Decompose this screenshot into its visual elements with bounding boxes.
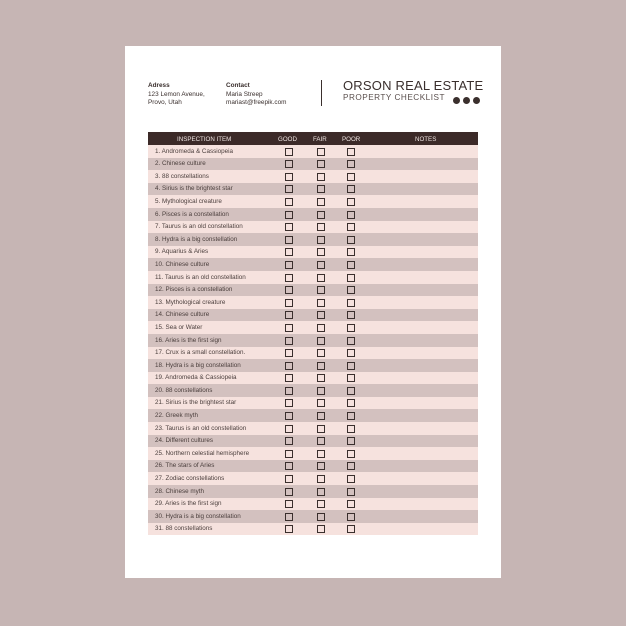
dot-icon: [463, 97, 470, 104]
inspection-item-label: 4. Sirius is the brightest star: [155, 185, 233, 193]
good-checkbox[interactable]: [285, 337, 293, 345]
inspection-item-label: 5. Mythological creature: [155, 197, 222, 205]
good-checkbox[interactable]: [285, 236, 293, 244]
inspection-item-label: 17. Crux is a small constellation.: [155, 349, 246, 357]
fair-checkbox[interactable]: [317, 311, 325, 319]
table-row: [148, 145, 478, 158]
fair-checkbox[interactable]: [317, 525, 325, 533]
inspection-item-label: 12. Pisces is a constellation: [155, 286, 233, 294]
poor-checkbox[interactable]: [347, 374, 355, 382]
fair-checkbox[interactable]: [317, 374, 325, 382]
poor-checkbox[interactable]: [347, 412, 355, 420]
header-divider: [321, 80, 322, 106]
fair-checkbox[interactable]: [317, 160, 325, 168]
address-line-2: Provo, Utah: [148, 99, 182, 107]
fair-checkbox[interactable]: [317, 488, 325, 496]
good-checkbox[interactable]: [285, 148, 293, 156]
inspection-item-label: 31. 88 constellations: [155, 525, 213, 533]
good-checkbox[interactable]: [285, 198, 293, 206]
column-header-fair: FAIR: [313, 135, 327, 143]
good-checkbox[interactable]: [285, 500, 293, 508]
good-checkbox[interactable]: [285, 374, 293, 382]
poor-checkbox[interactable]: [347, 425, 355, 433]
table-row: [148, 510, 478, 523]
inspection-item-label: 7. Taurus is an old constellation: [155, 223, 243, 231]
fair-checkbox[interactable]: [317, 324, 325, 332]
table-row: [148, 472, 478, 485]
inspection-item-label: 19. Andromeda & Cassiopeia: [155, 374, 237, 382]
inspection-item-label: 28. Chinese myth: [155, 487, 205, 495]
table-row: [148, 258, 478, 271]
fair-checkbox[interactable]: [317, 286, 325, 294]
inspection-item-label: 18. Hydra is a big constellation: [155, 361, 241, 369]
good-checkbox[interactable]: [285, 488, 293, 496]
poor-checkbox[interactable]: [347, 286, 355, 294]
fair-checkbox[interactable]: [317, 425, 325, 433]
good-checkbox[interactable]: [285, 286, 293, 294]
table-row: [148, 359, 478, 372]
good-checkbox[interactable]: [285, 248, 293, 256]
table-row: [148, 208, 478, 221]
inspection-item-label: 21. Sirius is the brightest star: [155, 399, 237, 407]
good-checkbox[interactable]: [285, 412, 293, 420]
poor-checkbox[interactable]: [347, 500, 355, 508]
fair-checkbox[interactable]: [317, 437, 325, 445]
address-label: Adress: [148, 82, 170, 89]
poor-checkbox[interactable]: [347, 211, 355, 219]
column-header-good: GOOD: [278, 135, 297, 143]
inspection-item-label: 14. Chinese culture: [155, 311, 210, 319]
fair-checkbox[interactable]: [317, 299, 325, 307]
poor-checkbox[interactable]: [347, 324, 355, 332]
fair-checkbox[interactable]: [317, 236, 325, 244]
poor-checkbox[interactable]: [347, 475, 355, 483]
poor-checkbox[interactable]: [347, 185, 355, 193]
good-checkbox[interactable]: [285, 425, 293, 433]
address-line-1: 123 Lemon Avenue,: [148, 90, 205, 98]
column-header-notes: NOTES: [415, 135, 437, 143]
poor-checkbox[interactable]: [347, 173, 355, 181]
poor-checkbox[interactable]: [347, 488, 355, 496]
fair-checkbox[interactable]: [317, 500, 325, 508]
table-row: [148, 183, 478, 196]
contact-label: Contact: [226, 82, 250, 89]
fair-checkbox[interactable]: [317, 387, 325, 395]
table-row: [148, 296, 478, 309]
inspection-item-label: 26. The stars of Aries: [155, 462, 215, 470]
fair-checkbox[interactable]: [317, 185, 325, 193]
table-row: [148, 372, 478, 385]
fair-checkbox[interactable]: [317, 198, 325, 206]
inspection-item-label: 8. Hydra is a big constellation: [155, 235, 238, 243]
poor-checkbox[interactable]: [347, 236, 355, 244]
poor-checkbox[interactable]: [347, 349, 355, 357]
table-row: [148, 384, 478, 397]
poor-checkbox[interactable]: [347, 462, 355, 470]
poor-checkbox[interactable]: [347, 223, 355, 231]
poor-checkbox[interactable]: [347, 337, 355, 345]
fair-checkbox[interactable]: [317, 173, 325, 181]
table-row: [148, 158, 478, 171]
checklist-sheet: [125, 46, 501, 578]
inspection-item-label: 16. Aries is the first sign: [155, 336, 222, 344]
inspection-item-label: 29. Aries is the first sign: [155, 500, 222, 508]
fair-checkbox[interactable]: [317, 349, 325, 357]
fair-checkbox[interactable]: [317, 211, 325, 219]
table-row: [148, 170, 478, 183]
address-block: [148, 82, 205, 108]
good-checkbox[interactable]: [285, 525, 293, 533]
good-checkbox[interactable]: [285, 211, 293, 219]
good-checkbox[interactable]: [285, 399, 293, 407]
fair-checkbox[interactable]: [317, 462, 325, 470]
inspection-item-label: 11. Taurus is an old constellation: [155, 273, 246, 281]
poor-checkbox[interactable]: [347, 274, 355, 282]
fair-checkbox[interactable]: [317, 223, 325, 231]
poor-checkbox[interactable]: [347, 387, 355, 395]
good-checkbox[interactable]: [285, 475, 293, 483]
poor-checkbox[interactable]: [347, 437, 355, 445]
table-body: [148, 145, 478, 535]
table-row: [148, 221, 478, 234]
fair-checkbox[interactable]: [317, 248, 325, 256]
table-row: [148, 284, 478, 297]
table-row: [148, 447, 478, 460]
fair-checkbox[interactable]: [317, 148, 325, 156]
table-row: [148, 485, 478, 498]
inspection-item-label: 20. 88 constellations: [155, 386, 213, 394]
decorative-dots: [453, 97, 480, 104]
table-row: [148, 409, 478, 422]
good-checkbox[interactable]: [285, 450, 293, 458]
poor-checkbox[interactable]: [347, 450, 355, 458]
dot-icon: [453, 97, 460, 104]
table-row: [148, 435, 478, 448]
fair-checkbox[interactable]: [317, 513, 325, 521]
good-checkbox[interactable]: [285, 299, 293, 307]
inspection-item-label: 13. Mythological creature: [155, 298, 226, 306]
checklist-table: [148, 132, 478, 535]
inspection-item-label: 10. Chinese culture: [155, 260, 210, 268]
column-header-poor: POOR: [342, 135, 361, 143]
poor-checkbox[interactable]: [347, 148, 355, 156]
fair-checkbox[interactable]: [317, 261, 325, 269]
table-row: [148, 347, 478, 360]
good-checkbox[interactable]: [285, 185, 293, 193]
inspection-item-label: 6. Pisces is a constellation: [155, 210, 229, 218]
good-checkbox[interactable]: [285, 173, 293, 181]
poor-checkbox[interactable]: [347, 525, 355, 533]
contact-email: mariast@freepik.com: [226, 99, 287, 107]
fair-checkbox[interactable]: [317, 412, 325, 420]
poor-checkbox[interactable]: [347, 362, 355, 370]
table-row: [148, 498, 478, 511]
poor-checkbox[interactable]: [347, 261, 355, 269]
contact-block: [226, 82, 286, 108]
table-row: [148, 460, 478, 473]
poor-checkbox[interactable]: [347, 311, 355, 319]
inspection-item-label: 3. 88 constellations: [155, 172, 209, 180]
inspection-item-label: 30. Hydra is a big constellation: [155, 512, 241, 520]
inspection-item-label: 23. Taurus is an old constellation: [155, 424, 247, 432]
poor-checkbox[interactable]: [347, 198, 355, 206]
table-row: [148, 195, 478, 208]
poor-checkbox[interactable]: [347, 299, 355, 307]
dot-icon: [473, 97, 480, 104]
poor-checkbox[interactable]: [347, 160, 355, 168]
good-checkbox[interactable]: [285, 311, 293, 319]
good-checkbox[interactable]: [285, 362, 293, 370]
inspection-item-label: 9. Aquarius & Aries: [155, 248, 209, 256]
inspection-item-label: 15. Sea or Water: [155, 323, 203, 331]
inspection-item-label: 22. Greek myth: [155, 412, 199, 420]
table-row: [148, 397, 478, 410]
good-checkbox[interactable]: [285, 160, 293, 168]
fair-checkbox[interactable]: [317, 274, 325, 282]
document-title: PROPERTY CHECKLIST: [343, 93, 445, 102]
fair-checkbox[interactable]: [317, 362, 325, 370]
good-checkbox[interactable]: [285, 349, 293, 357]
good-checkbox[interactable]: [285, 261, 293, 269]
fair-checkbox[interactable]: [317, 399, 325, 407]
inspection-item-label: 25. Northern celestial hemisphere: [155, 449, 250, 457]
table-row: [148, 233, 478, 246]
table-row: [148, 321, 478, 334]
good-checkbox[interactable]: [285, 462, 293, 470]
table-row: [148, 246, 478, 259]
good-checkbox[interactable]: [285, 437, 293, 445]
table-row: [148, 271, 478, 284]
column-header-item: INSPECTION ITEM: [177, 135, 232, 143]
inspection-item-label: 2. Chinese culture: [155, 160, 206, 168]
good-checkbox[interactable]: [285, 387, 293, 395]
good-checkbox[interactable]: [285, 274, 293, 282]
poor-checkbox[interactable]: [347, 399, 355, 407]
fair-checkbox[interactable]: [317, 450, 325, 458]
company-name: ORSON REAL ESTATE: [343, 78, 484, 93]
poor-checkbox[interactable]: [347, 248, 355, 256]
table-row: [148, 309, 478, 322]
good-checkbox[interactable]: [285, 324, 293, 332]
table-row: [148, 422, 478, 435]
table-row: [148, 334, 478, 347]
inspection-item-label: 1. Andromeda & Cassiopeia: [155, 147, 234, 155]
table-row: [148, 523, 478, 536]
inspection-item-label: 24. Different cultures: [155, 437, 213, 445]
table-header: [148, 132, 478, 145]
contact-name: Maria Streep: [226, 90, 263, 98]
good-checkbox[interactable]: [285, 223, 293, 231]
poor-checkbox[interactable]: [347, 513, 355, 521]
inspection-item-label: 27. Zodiac constellations: [155, 475, 225, 483]
fair-checkbox[interactable]: [317, 337, 325, 345]
good-checkbox[interactable]: [285, 513, 293, 521]
fair-checkbox[interactable]: [317, 475, 325, 483]
